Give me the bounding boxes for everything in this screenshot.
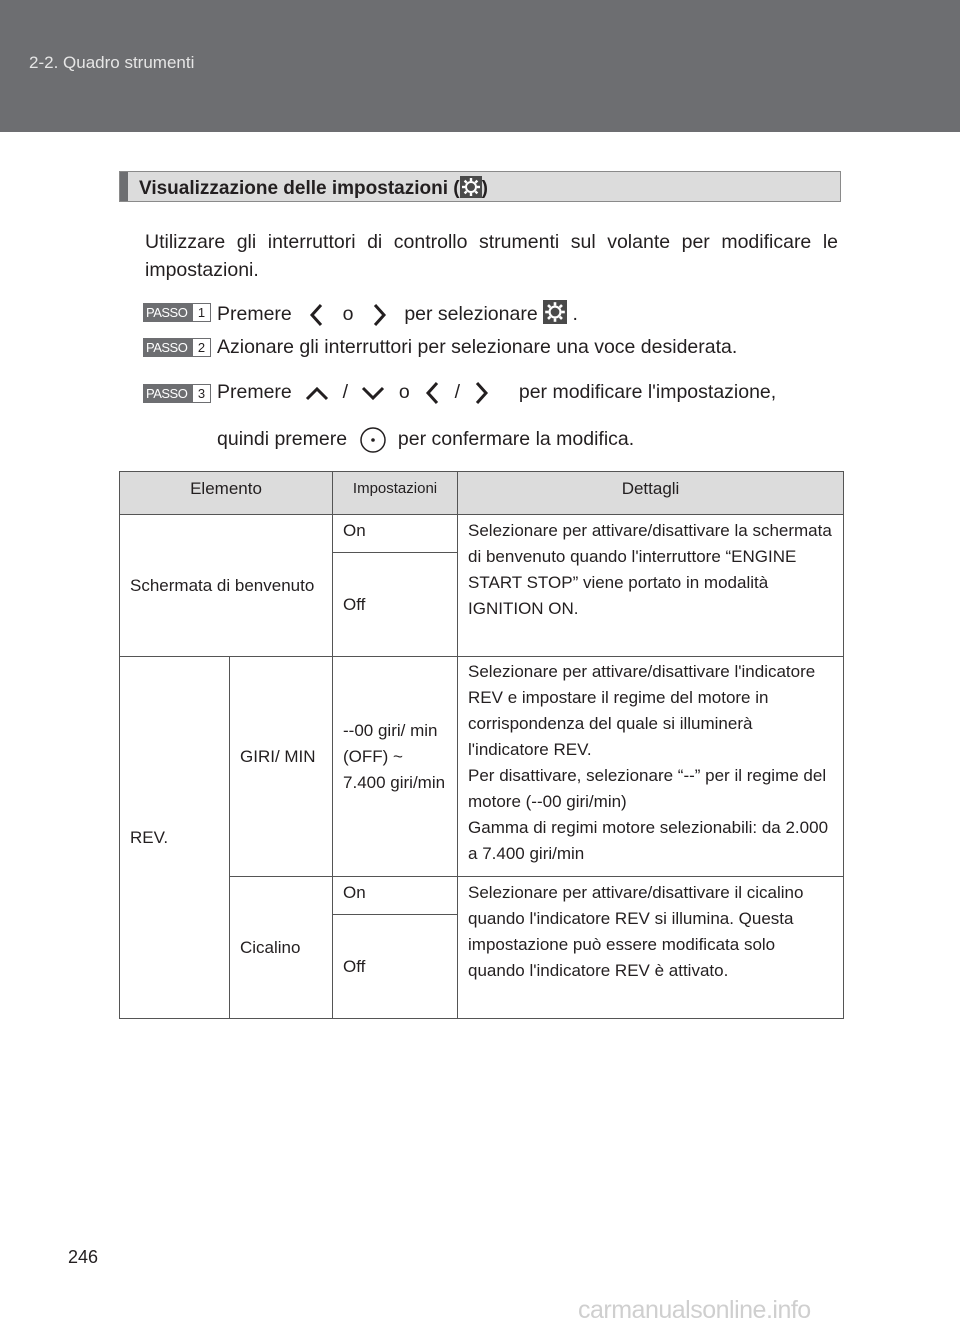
- section-title-end: ): [481, 178, 488, 199]
- chevron-down-icon: [353, 380, 393, 406]
- section-heading: [119, 171, 841, 202]
- table-row: [120, 657, 844, 877]
- header-dettagli: Dettagli: [458, 472, 844, 515]
- step-badge-2: PASSO 2: [143, 338, 211, 357]
- step-3-text-line2: quindi premere per confermare la modifica.: [217, 426, 634, 454]
- gear-icon: [460, 176, 482, 198]
- rev-rpm-sub: GIRI/ MIN: [230, 657, 333, 877]
- section-title: Visualizzazione delle impostazioni (: [139, 178, 460, 199]
- table-header-row: [120, 472, 844, 515]
- chevron-left-icon: [415, 380, 449, 406]
- welcome-off: Off: [333, 553, 458, 657]
- step-badge-1: PASSO 1: [143, 303, 211, 322]
- gear-icon: [543, 300, 567, 324]
- rev-buzzer-sub: Cicalino: [230, 877, 333, 1019]
- step-3-text: Premere / o / per modificare l'impostazione,: [217, 380, 776, 406]
- chevron-right-icon: [359, 302, 399, 328]
- rev-rpm-value: --00 giri/ min (OFF) ~ 7.400 giri/min: [333, 657, 458, 877]
- rev-rpm-detail: [458, 657, 844, 877]
- rev-buzzer-detail: Selezionare per attivare/disattivare il cicalino quando l'indicatore REV si illumina. Questa impostazione può essere modificata solo quando l'indicatore REV è attivato.: [458, 877, 844, 1019]
- section-breadcrumb: 2-2. Quadro strumenti: [29, 53, 195, 72]
- heading-accent-bar: [120, 172, 128, 201]
- chevron-right-icon: [465, 380, 499, 406]
- welcome-detail: Selezionare per attivare/disattivare la schermata di benvenuto quando l'interruttore “ENGINE START STOP” viene portato in modalità IGNITION ON.: [458, 515, 844, 657]
- watermark: carmanualsonline.info: [578, 1296, 811, 1324]
- chevron-left-icon: [297, 302, 337, 328]
- page-number: 246: [68, 1247, 99, 1267]
- rev-rpm-detail-1: Selezionare per attivare/disattivare l'indicatore REV e impostare il regime del motore in corrispondenza del quale si illuminerà l'indicatore REV.: [468, 662, 816, 759]
- rev-buzzer-on: On: [333, 877, 458, 915]
- enter-button-icon: [353, 426, 393, 454]
- step-badge-3: PASSO 3: [143, 384, 211, 403]
- table-row: [120, 515, 844, 553]
- step-1-text: Premere o per selezionare .: [217, 300, 578, 328]
- intro-paragraph: Utilizzare gli interruttori di controllo strumenti sul volante per modificare le impostazioni.: [145, 231, 838, 281]
- welcome-on: On: [333, 515, 458, 553]
- rev-item: REV.: [120, 657, 230, 1019]
- settings-table: [119, 471, 844, 1019]
- rev-rpm-detail-2: Per disattivare, selezionare “--” per il regime del motore (--00 giri/min): [468, 766, 827, 811]
- rev-buzzer-off: Off: [333, 915, 458, 1019]
- rev-rpm-detail-3: Gamma di regimi motore selezionabili: da 2.000 a 7.400 giri/min: [468, 818, 829, 863]
- page-header: [0, 0, 960, 132]
- welcome-item: Schermata di benvenuto: [120, 515, 333, 657]
- header-impostazioni: Impostazioni: [333, 472, 458, 515]
- step-2-text: Azionare gli interruttori per selezionare una voce desiderata.: [217, 336, 738, 358]
- header-elemento: Elemento: [120, 472, 333, 515]
- chevron-up-icon: [297, 380, 337, 406]
